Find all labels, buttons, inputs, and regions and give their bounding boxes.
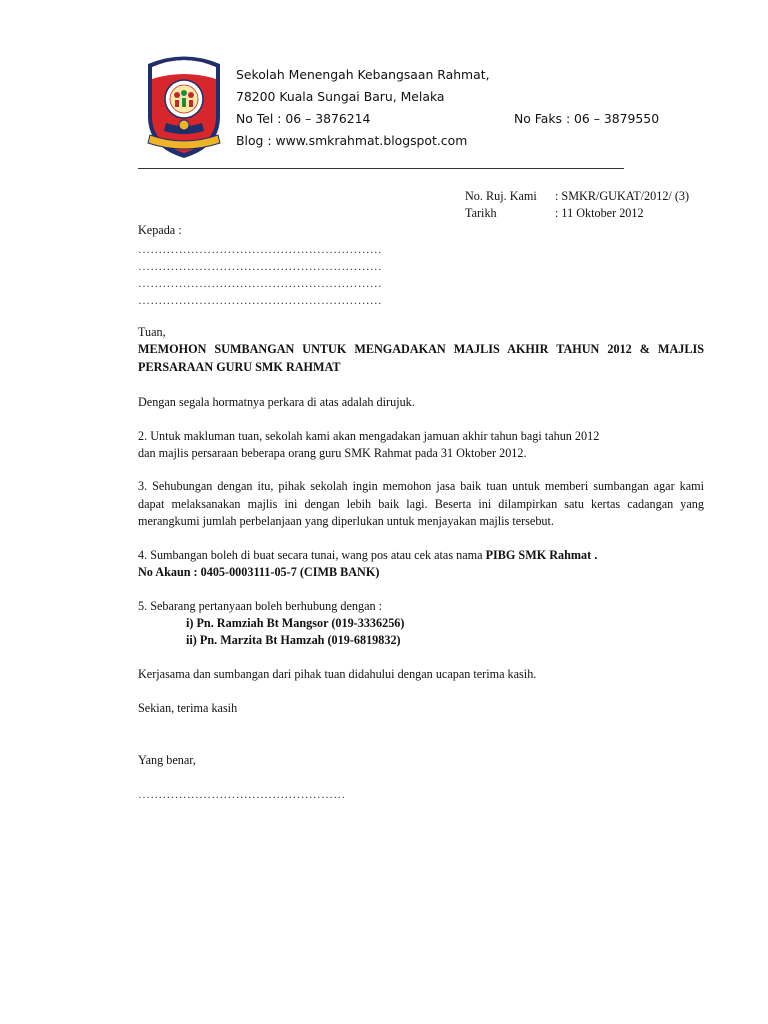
- header-divider: [138, 168, 624, 169]
- recipient-line: ……………………………………………………: [138, 293, 382, 307]
- school-tel: No Tel : 06 – 3876214: [236, 111, 371, 126]
- payee-name: PIBG SMK Rahmat .: [485, 548, 598, 562]
- paragraph-5: 5. Sebarang pertanyaan boleh berhubung dengan :: [138, 599, 383, 613]
- sekian-line: Sekian, terima kasih: [138, 701, 238, 715]
- contact-2: ii) Pn. Marzita Bt Hamzah (019-6819832): [186, 633, 401, 647]
- paragraph-3: 3. Sehubungan dengan itu, pihak sekolah ingin memohon jasa baik tuan untuk memberi sumbangan agar kami dapat melaksanakan majlis ini dengan lebih baik lagi. Beserta ini dilampirkan satu kertas cadangan yang merangkumi jumlah perbelanjaan yang diperlukan untuk menjayakan majlis tersebut.: [138, 479, 704, 528]
- recipient-line: ……………………………………………………: [138, 259, 382, 273]
- signoff-label: Yang benar,: [138, 753, 196, 767]
- recipient-label: Kepada :: [138, 223, 182, 237]
- school-address: 78200 Kuala Sungai Baru, Melaka: [236, 89, 445, 104]
- signature-line: ……………………………………………: [138, 787, 346, 801]
- contact-1: i) Pn. Ramziah Bt Mangsor (019-3336256): [186, 616, 405, 630]
- ref-label: No. Ruj. Kami: [465, 189, 537, 203]
- school-fax: No Faks : 06 – 3879550: [514, 111, 660, 126]
- paragraph-4-text: 4. Sumbangan boleh di buat secara tunai, wang pos atau cek atas nama: [138, 548, 486, 562]
- school-name: Sekolah Menengah Kebangsaan Rahmat,: [236, 67, 490, 82]
- paragraph-2-line-1: 2. Untuk makluman tuan, sekolah kami akan mengadakan jamuan akhir tahun bagi tahun 2012: [138, 429, 600, 443]
- subject: MEMOHON SUMBANGAN UNTUK MENGADAKAN MAJLIS AKHIR TAHUN 2012 & MAJLIS PERSARAAN GURU SMK RAHMAT: [138, 342, 704, 374]
- date-label: Tarikh: [465, 206, 497, 220]
- recipient-line: ……………………………………………………: [138, 276, 382, 290]
- paragraph-1: Dengan segala hormatnya perkara di atas adalah dirujuk.: [138, 395, 415, 409]
- salutation: Tuan,: [138, 325, 166, 339]
- paragraph-2-line-2: dan majlis persaraan beberapa orang guru SMK Rahmat pada 31 Oktober 2012.: [138, 446, 527, 460]
- school-logo: [144, 55, 224, 160]
- ref-value: : SMKR/GUKAT/2012/ (3): [555, 189, 690, 203]
- school-blog-link[interactable]: Blog : www.smkrahmat.blogspot.com: [236, 133, 468, 148]
- account-number: No Akaun : 0405-0003111-05-7 (CIMB BANK): [138, 565, 380, 579]
- date-value: : 11 Oktober 2012: [555, 206, 644, 220]
- recipient-line: ……………………………………………………: [138, 242, 382, 256]
- closing-paragraph: Kerjasama dan sumbangan dari pihak tuan didahului dengan ucapan terima kasih.: [138, 667, 537, 681]
- paragraph-4: [138, 547, 597, 565]
